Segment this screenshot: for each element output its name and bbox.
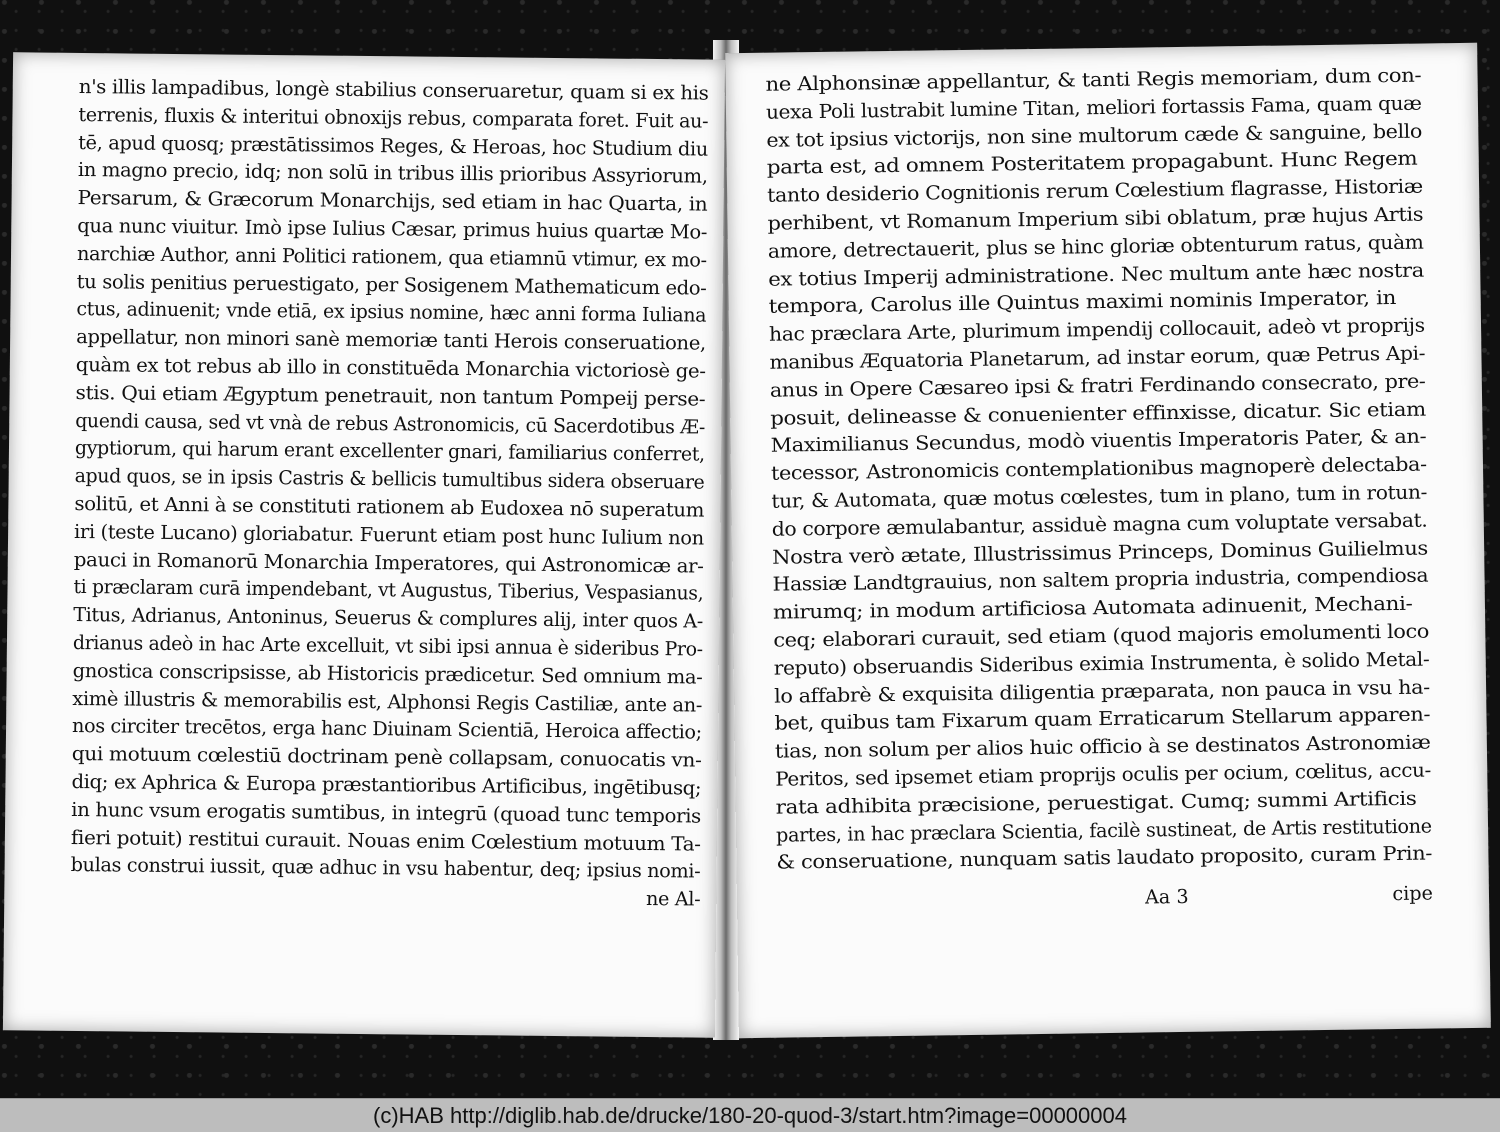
left-page-line: fieri potuit) restitui curauit. Nouas enim Cœlestium motuum Ta- <box>70 825 701 856</box>
right-page-line: tecessor, Astronomicis contemplationibus magnoperè delectaba- <box>770 452 1427 485</box>
right-page-line: ex tot ipsius victorijs, non sine multorum cæde & sanguine, bello <box>766 119 1423 152</box>
right-page-line: Nostra verò ætate, Illustrissimus Princeps, Dominus Guilielmus <box>772 536 1428 569</box>
left-page-line: iri (teste Lucano) gloriabatur. Fuerunt etiam post hunc Iulium non <box>74 519 704 550</box>
left-page <box>3 52 725 1037</box>
catchword: ne Al- <box>645 887 701 911</box>
right-page-line: tias, non solum per alios huic officio à se destinatos Astronomiæ <box>774 730 1431 763</box>
left-page-line: Titus, Adrianus, Antoninus, Seuerus & complures alij, inter quos A- <box>73 603 704 633</box>
right-page-line: anus in Opere Cæsareo ipsi & fratri Ferdinando consecrato, pre- <box>769 369 1426 402</box>
left-page-line: stis. Qui etiam Ægyptum penetrauit, non tantum Pompeij perse- <box>75 380 706 411</box>
left-page-line: ti præclaram curā impendebant, vt Augustus, Tiberius, Vespasianus, <box>73 575 704 605</box>
right-page-line: tur, & Automata, quæ motus cœlestes, tum in plano, tum in rotun- <box>771 480 1428 513</box>
right-page-line: bet, quibus tam Fixarum quam Erraticarum Stellarum apparen- <box>774 702 1431 736</box>
signature-mark: Aa 3 <box>1144 884 1189 909</box>
right-page-line: mirumq; in modum artificiosa Automata adinuenit, Mechani- <box>772 591 1413 624</box>
left-page-line: terrenis, fluxis & interitui obnoxijs rebus, comparata foret. Fuit au- <box>78 102 709 133</box>
left-page-line: tē, apud quosq; præstātissimos Reges, & Heroas, hoc Studium diu <box>78 130 709 161</box>
right-page-line: rata adhibita præcisione, peruestigat. Cumq; summi Artificis <box>775 786 1417 819</box>
left-page-line: narchiæ Author, anni Politici rationem, qua etiamnū vtimur, ex mo- <box>76 241 707 272</box>
left-page-line: solitū, et Anni à se constituti rationem ab Eudoxea nō superatum <box>74 491 705 522</box>
right-page-line: Peritos, sed ipsemet etiam proprijs oculis per ocium, cœlitus, accu- <box>775 758 1432 791</box>
left-page-line: qua nunc viuitur. Imò ipse Iulius Cæsar, primus huius quartæ Mo- <box>77 213 708 244</box>
left-page-line: quàm ex tot rebus ab illo in constituēda Monarchia victoriosè ge- <box>75 352 706 383</box>
left-page-line: ctus, adinuenit; vnde etiā, ex ipsius nomine, hæc anni forma Iuliana <box>76 297 707 327</box>
right-page-line: reputo) obseruandis Sideribus eximia Instrumenta, è solido Metal- <box>773 647 1430 680</box>
right-page-line: Maximilianus Secundus, modò viuentis Imperatoris Pater, & an- <box>770 424 1427 458</box>
right-page-line: ex totius Imperij administratione. Nec multum ante hæc nostra <box>768 258 1425 291</box>
left-page-line: appellatur, non minori sanè memoriæ tanti Herois conseruatione, <box>76 325 706 355</box>
left-page-line: apud quos, se in ipsis Castris & bellicis tumultibus sidera obseruare <box>74 464 705 494</box>
left-page-line: ximè illustris & memorabilis est, Alphonsi Regis Castiliæ, ante an- <box>72 686 703 717</box>
right-page <box>725 43 1491 1038</box>
right-page-line: amore, detrectauerit, plus se hinc gloriæ obtenturum ratus, quàm <box>767 230 1424 263</box>
left-page-line: in magno precio, idq; non solū in tribus illis prioribus Assyriorum, <box>77 158 708 188</box>
right-page-line: ceq; elaborari curauit, sed etiam (quod majoris emolumenti loco <box>773 619 1430 652</box>
left-page-line: bulas construi iussit, quæ adhuc in vsu habentur, deq; ipsius nomi- <box>70 853 701 883</box>
right-page-foot <box>777 881 1433 918</box>
left-page-line: gyptiorum, qui harum erant excellenter gnari, familiarius conferret, <box>74 436 705 466</box>
left-page-line: nos circiter trecētos, erga hanc Diuinam Scientiā, Heroica affectio; <box>71 714 702 744</box>
right-page-line: parta est, ad omnem Posteritatem propagabunt. Hunc Regem <box>766 147 1418 180</box>
right-page-line: tempora, Carolus ille Quintus maximi nominis Imperator, in <box>768 286 1397 319</box>
catchword: cipe <box>1392 881 1434 906</box>
right-page-line: uexa Poli lustrabit lumine Titan, meliori fortassis Fama, quam quæ <box>765 91 1422 124</box>
left-page-line: quendi causa, sed vt vnà de rebus Astronomicis, cū Sacerdotibus Æ- <box>75 408 706 439</box>
copyright-footer <box>0 1098 1500 1132</box>
right-page-line: & conseruatione, nunquam satis laudato proposito, curam Prin- <box>776 841 1433 874</box>
right-page-text <box>765 62 1432 877</box>
right-page-line: posuit, delineasse & conuenienter effinxisse, dicatur. Sic etiam <box>770 397 1426 430</box>
left-page-line: diq; ex Aphrica & Europa præstantioribus Artificibus, ingētibusq; <box>71 769 702 800</box>
right-page-line: do corpore æmulabantur, assiduè magna cum voluptate versabat. <box>771 508 1428 541</box>
right-page-line: manibus Æquatoria Planetarum, ad instar eorum, quæ Petrus Api- <box>769 341 1426 374</box>
left-page-line: drianus adeò in hac Arte excelluit, vt sibi ipsi annua è sideribus Pro- <box>72 630 703 661</box>
right-page-line: lo affabrè & exquisita diligentia præparata, non pauca in vsu ha- <box>773 675 1430 708</box>
left-page-text <box>70 73 709 913</box>
left-page-line: in hunc vsum erogatis sumtibus, in integrū (quoad tunc temporis <box>71 797 702 828</box>
right-page-line: tanto desiderio Cognitionis rerum Cœlestium flagrasse, Historiæ <box>766 174 1423 207</box>
right-page-line: perhibent, vt Romanum Imperium sibi oblatum, præ hujus Artis <box>767 202 1424 235</box>
right-page-line: partes, in hac præclara Scientia, facilè sustineat, de Artis restitutione <box>775 814 1432 847</box>
right-page-line: hac præclara Arte, plurimum impendij collocauit, adeò vt proprijs <box>768 313 1425 346</box>
right-page-line: ne Alphonsinæ appellantur, & tanti Regis memoriam, dum con- <box>765 63 1422 96</box>
left-page-line: n's illis lampadibus, longè stabilius conseruaretur, quam si ex his <box>78 74 709 105</box>
right-page-line: Hassiæ Landtgrauius, non saltem propria industria, compendiosa <box>772 563 1429 597</box>
left-page-line: pauci in Romanorū Monarchia Imperatores, qui Astronomicæ ar- <box>73 547 704 578</box>
left-page-line: Persarum, & Græcorum Monarchijs, sed etiam in hac Quarta, in <box>77 186 708 216</box>
left-page-line: tu solis penitius peruestigato, per Sosigenem Mathematicum edo- <box>76 269 707 300</box>
left-page-line: qui motuum cœlestiū doctrinam penè collapsam, conuocatis vn- <box>71 742 702 772</box>
footer-url-text: (c)HAB http://diglib.hab.de/drucke/180-20-quod-3/start.htm?image=00000004 <box>373 1102 1127 1128</box>
left-page-line: gnostica conscripsisse, ab Historicis prædicetur. Sed omnium ma- <box>72 658 703 689</box>
